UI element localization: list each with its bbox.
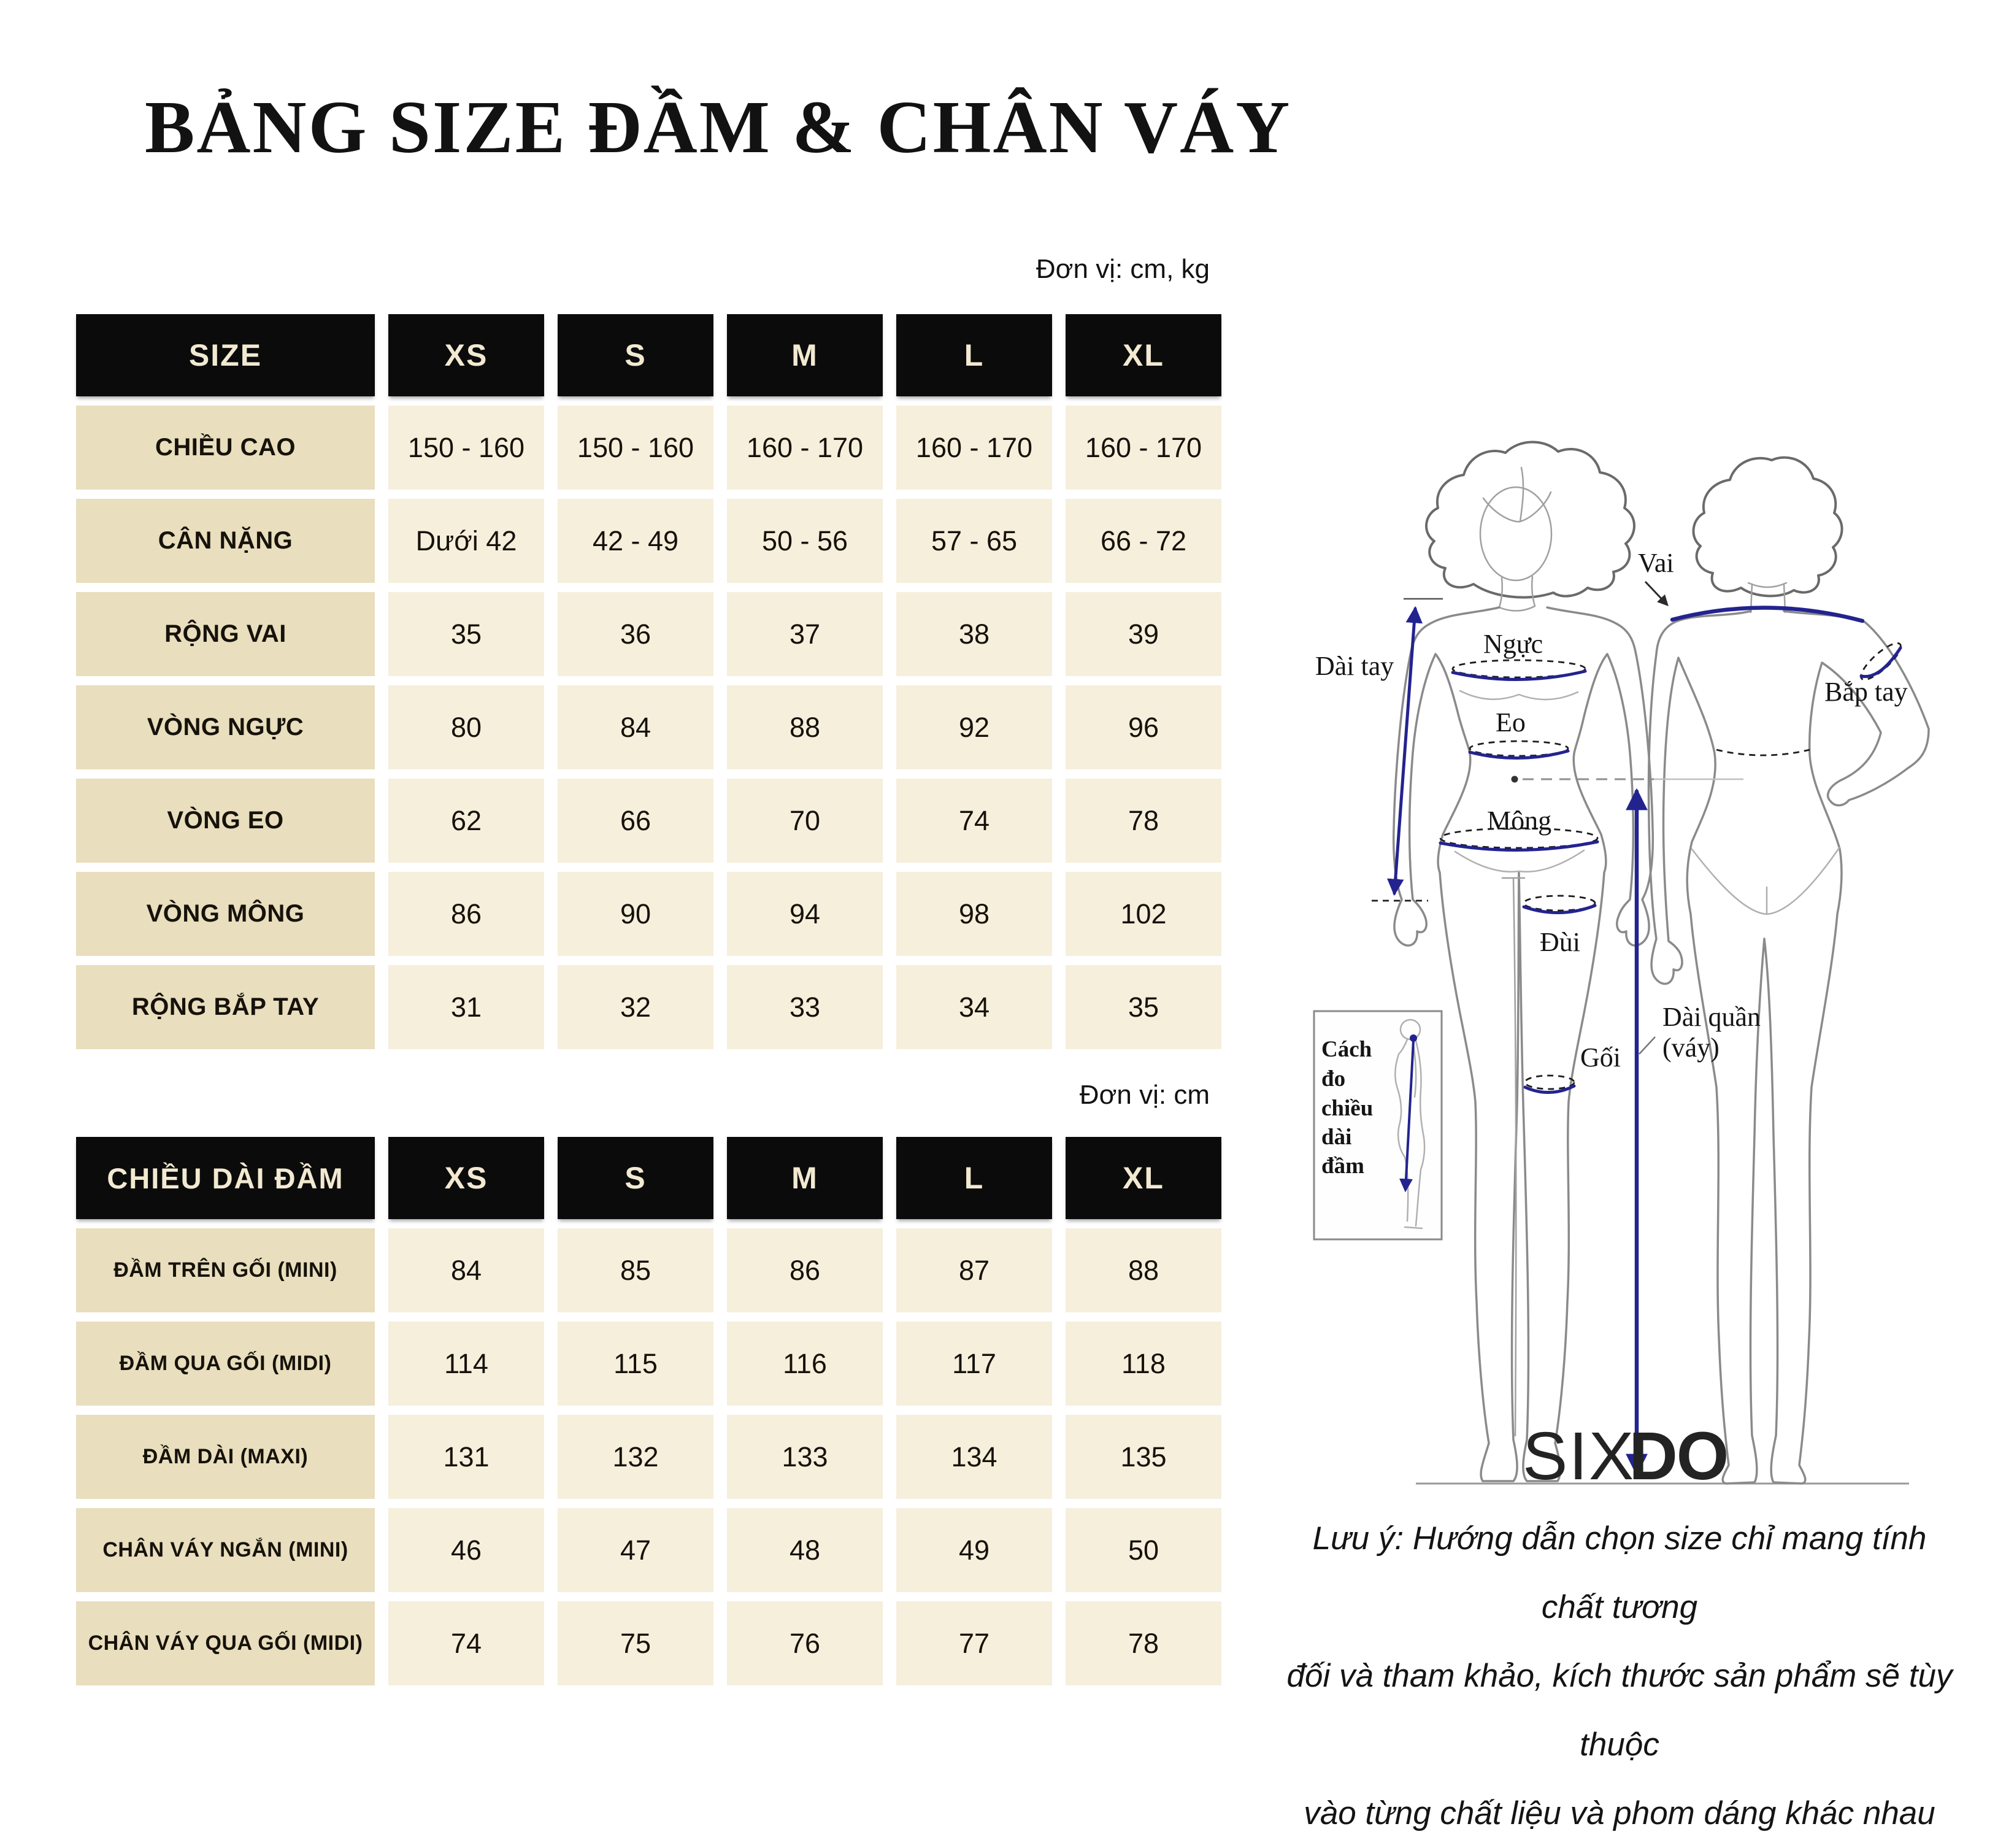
table1-header-xl: XL bbox=[1066, 314, 1221, 396]
row-label-maxi-dress: ĐẦM DÀI (MAXI) bbox=[76, 1415, 375, 1499]
row-label-midi-skirt: CHÂN VÁY QUA GỐI (MIDI) bbox=[76, 1601, 375, 1685]
label-skirt-length-line1: Dài quần bbox=[1662, 1002, 1761, 1032]
size-guide-note bbox=[1282, 1504, 1957, 1848]
note-line3: vào từng chất liệu và phom dáng khác nhau bbox=[1304, 1795, 1935, 1831]
value-cell: 62 bbox=[388, 779, 544, 863]
value-cell: 94 bbox=[727, 872, 883, 956]
value-cell: 57 - 65 bbox=[896, 499, 1052, 583]
value-cell: 102 bbox=[1066, 872, 1221, 956]
value-cell: 32 bbox=[558, 965, 713, 1049]
body-measurement-table bbox=[76, 314, 1221, 1049]
label-bust: Ngực bbox=[1483, 629, 1543, 659]
row-label-hip: VÒNG MÔNG bbox=[76, 872, 375, 956]
value-cell: 78 bbox=[1066, 779, 1221, 863]
value-cell: 66 bbox=[558, 779, 713, 863]
row-label-waist: VÒNG EO bbox=[76, 779, 375, 863]
value-cell: 133 bbox=[727, 1415, 883, 1499]
value-cell: 86 bbox=[388, 872, 544, 956]
value-cell: 134 bbox=[896, 1415, 1052, 1499]
measurement-marks bbox=[1372, 582, 1905, 1473]
table2-header-l: L bbox=[896, 1137, 1052, 1219]
table1-header-s: S bbox=[558, 314, 713, 396]
value-cell: 88 bbox=[1066, 1228, 1221, 1312]
value-cell: 78 bbox=[1066, 1601, 1221, 1685]
value-cell: 39 bbox=[1066, 592, 1221, 676]
value-cell: 74 bbox=[896, 779, 1052, 863]
measurement-diagram-svg bbox=[1258, 429, 2006, 1503]
value-cell: 42 - 49 bbox=[558, 499, 713, 583]
value-cell: 34 bbox=[896, 965, 1052, 1049]
value-cell: 150 - 160 bbox=[388, 406, 544, 490]
value-cell: 31 bbox=[388, 965, 544, 1049]
row-label-weight: CÂN NẶNG bbox=[76, 499, 375, 583]
label-waist: Eo bbox=[1496, 707, 1526, 737]
value-cell: 35 bbox=[388, 592, 544, 676]
sixdo-logo bbox=[1523, 1417, 1727, 1495]
page-title: BẢNG SIZE ĐẦM & CHÂN VÁY bbox=[145, 86, 1292, 169]
row-label-bicep: RỘNG BẮP TAY bbox=[76, 965, 375, 1049]
row-label-mini-skirt: CHÂN VÁY NGẮN (MINI) bbox=[76, 1508, 375, 1592]
table2-header-xl: XL bbox=[1066, 1137, 1221, 1219]
value-cell: 117 bbox=[896, 1322, 1052, 1406]
value-cell: 37 bbox=[727, 592, 883, 676]
label-sleeve-length: Dài tay bbox=[1315, 651, 1394, 681]
value-cell: Dưới 42 bbox=[388, 499, 544, 583]
table2-header-m: M bbox=[727, 1137, 883, 1219]
front-figure bbox=[1394, 442, 1653, 1481]
value-cell: 77 bbox=[896, 1601, 1052, 1685]
unit-label-cm: Đơn vị: cm bbox=[1079, 1080, 1210, 1110]
value-cell: 114 bbox=[388, 1322, 544, 1406]
value-cell: 38 bbox=[896, 592, 1052, 676]
dress-length-table bbox=[76, 1137, 1221, 1685]
value-cell: 160 - 170 bbox=[896, 406, 1052, 490]
label-hip: Mông bbox=[1487, 806, 1552, 836]
table1-header-xs: XS bbox=[388, 314, 544, 396]
value-cell: 35 bbox=[1066, 965, 1221, 1049]
value-cell: 48 bbox=[727, 1508, 883, 1592]
table1-header-l: L bbox=[896, 314, 1052, 396]
label-knee: Gối bbox=[1580, 1042, 1621, 1072]
value-cell: 33 bbox=[727, 965, 883, 1049]
value-cell: 84 bbox=[558, 685, 713, 769]
row-label-height: CHIỀU CAO bbox=[76, 406, 375, 490]
value-cell: 50 - 56 bbox=[727, 499, 883, 583]
value-cell: 131 bbox=[388, 1415, 544, 1499]
table2-header-xs: XS bbox=[388, 1137, 544, 1219]
value-cell: 115 bbox=[558, 1322, 713, 1406]
table1-header-m: M bbox=[727, 314, 883, 396]
table1-header-size: SIZE bbox=[76, 314, 375, 396]
value-cell: 70 bbox=[727, 779, 883, 863]
back-figure bbox=[1649, 458, 1929, 1484]
row-label-bust: VÒNG NGỰC bbox=[76, 685, 375, 769]
row-label-midi-dress: ĐẦM QUA GỐI (MIDI) bbox=[76, 1322, 375, 1406]
note-line1: Lưu ý: Hướng dẫn chọn size chỉ mang tính chất tương bbox=[1312, 1520, 1927, 1625]
value-cell: 92 bbox=[896, 685, 1052, 769]
value-cell: 47 bbox=[558, 1508, 713, 1592]
dress-length-inset bbox=[1314, 1011, 1442, 1239]
value-cell: 118 bbox=[1066, 1322, 1221, 1406]
value-cell: 96 bbox=[1066, 685, 1221, 769]
sixdo-logo-bold: DO bbox=[1629, 1419, 1728, 1494]
table2-header-s: S bbox=[558, 1137, 713, 1219]
value-cell: 74 bbox=[388, 1601, 544, 1685]
inset-label-line5: đầm bbox=[1321, 1153, 1364, 1179]
value-cell: 86 bbox=[727, 1228, 883, 1312]
label-thigh: Đùi bbox=[1540, 927, 1580, 957]
note-line2: đối và tham khảo, kích thước sản phẩm sẽ tùy thuộc bbox=[1286, 1658, 1953, 1763]
sixdo-logo-thin: SIX bbox=[1523, 1419, 1635, 1494]
row-label-shoulder: RỘNG VAI bbox=[76, 592, 375, 676]
value-cell: 49 bbox=[896, 1508, 1052, 1592]
inset-label-line1: Cách bbox=[1321, 1037, 1372, 1062]
value-cell: 36 bbox=[558, 592, 713, 676]
row-label-mini-dress: ĐẦM TRÊN GỐI (MINI) bbox=[76, 1228, 375, 1312]
value-cell: 160 - 170 bbox=[1066, 406, 1221, 490]
inset-label-line3: chiều bbox=[1321, 1096, 1374, 1121]
unit-label-cm-kg: Đơn vị: cm, kg bbox=[1036, 254, 1210, 284]
value-cell: 87 bbox=[896, 1228, 1052, 1312]
value-cell: 66 - 72 bbox=[1066, 499, 1221, 583]
label-bicep: Bắp tay bbox=[1824, 677, 1908, 707]
value-cell: 85 bbox=[558, 1228, 713, 1312]
value-cell: 160 - 170 bbox=[727, 406, 883, 490]
table2-header-length: CHIỀU DÀI ĐẦM bbox=[76, 1137, 375, 1219]
label-skirt-length-line2: (váy) bbox=[1662, 1033, 1720, 1063]
value-cell: 135 bbox=[1066, 1415, 1221, 1499]
value-cell: 46 bbox=[388, 1508, 544, 1592]
value-cell: 90 bbox=[558, 872, 713, 956]
measurement-diagram bbox=[1258, 429, 2006, 1503]
inset-label-line2: đo bbox=[1321, 1066, 1346, 1091]
value-cell: 116 bbox=[727, 1322, 883, 1406]
value-cell: 80 bbox=[388, 685, 544, 769]
value-cell: 84 bbox=[388, 1228, 544, 1312]
value-cell: 75 bbox=[558, 1601, 713, 1685]
inset-label-line4: dài bbox=[1321, 1125, 1352, 1150]
value-cell: 88 bbox=[727, 685, 883, 769]
value-cell: 98 bbox=[896, 872, 1052, 956]
label-shoulder: Vai bbox=[1638, 548, 1674, 578]
value-cell: 76 bbox=[727, 1601, 883, 1685]
value-cell: 50 bbox=[1066, 1508, 1221, 1592]
value-cell: 150 - 160 bbox=[558, 406, 713, 490]
value-cell: 132 bbox=[558, 1415, 713, 1499]
